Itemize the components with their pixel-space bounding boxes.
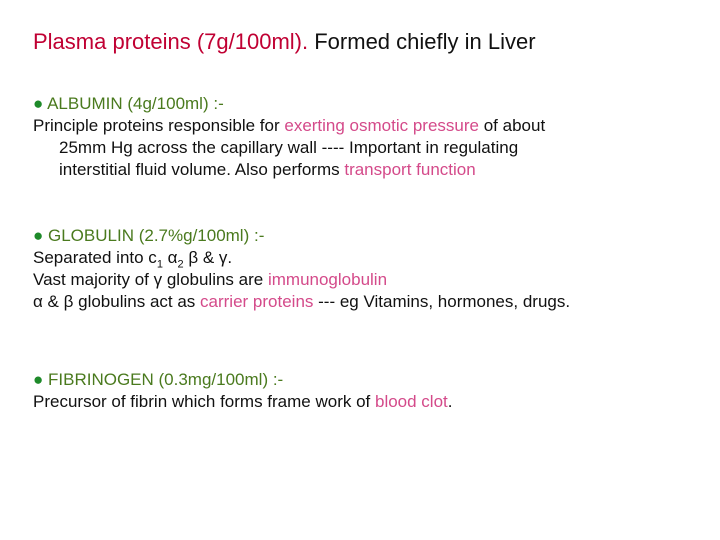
albumin-line-2: 25mm Hg across the capillary wall ---- Important in regulating [59,138,519,157]
fibrinogen-section [33,369,453,413]
globulin-section [33,225,570,313]
albumin-highlight-osmotic: exerting osmotic pressure [284,116,479,135]
globulin-text: α [162,248,178,267]
globulin-line-1 [33,247,570,269]
bullet-icon: ● [33,94,44,113]
title-highlight: Plasma proteins (7g/100ml). [33,29,309,54]
albumin-text: Principle proteins responsible for [33,116,285,135]
globulin-text: Vast majority of γ globulins are [33,270,268,289]
bullet-icon: ● [33,226,44,245]
fibrinogen-text: Precursor of fibrin which forms frame work of [33,392,375,411]
subscript: 1 [156,258,163,271]
globulin-heading [33,225,570,247]
fibrinogen-heading-text: FIBRINOGEN (0.3mg/100ml) :- [43,370,284,389]
globulin-highlight-immunoglobulin: immunoglobulin [267,270,388,289]
globulin-line-3 [33,291,570,313]
title-rest: Formed chiefly in Liver [308,29,536,54]
albumin-heading-text: ALBUMIN (4g/100ml) :- [43,94,224,113]
globulin-line-2 [33,269,570,291]
fibrinogen-text: . [447,392,453,411]
albumin-text: interstitial fluid volume. Also performs [59,160,345,179]
slide-title [33,29,536,55]
fibrinogen-heading [33,369,453,391]
albumin-line-3 [33,159,545,181]
globulin-text: Separated into c [33,248,157,267]
globulin-highlight-carrier: carrier proteins [200,292,314,311]
subscript: 2 [177,258,184,271]
albumin-section [33,93,545,181]
globulin-heading-text: GLOBULIN (2.7%g/100ml) :- [43,226,265,245]
albumin-line-1 [33,115,545,137]
globulin-text: β & γ. [183,248,233,267]
globulin-text: α & β globulins act as [33,292,201,311]
bullet-icon: ● [33,370,44,389]
albumin-highlight-transport: transport function [344,160,476,179]
albumin-text: of about [479,116,546,135]
fibrinogen-line-1 [33,391,453,413]
globulin-text: --- eg Vitamins, hormones, drugs. [313,292,571,311]
albumin-heading [33,93,545,115]
fibrinogen-highlight-clot: blood clot [374,392,448,411]
